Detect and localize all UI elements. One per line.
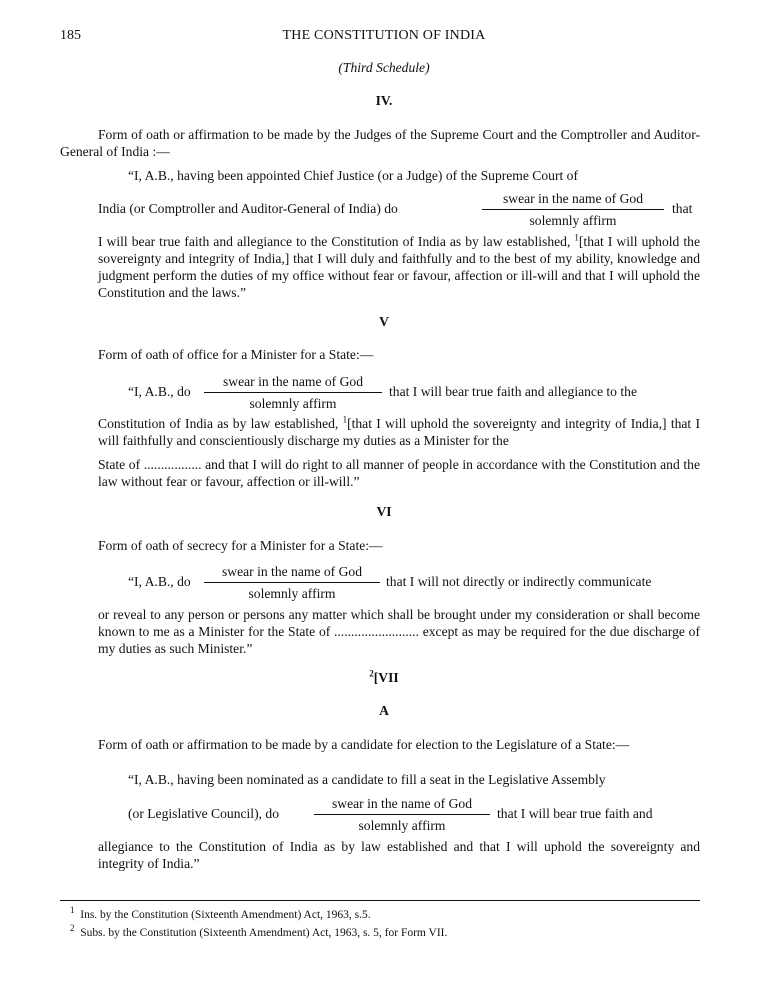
fraction-affirm: solemnly affirm [248, 586, 336, 601]
section-vii-heading-text: [VII [373, 670, 399, 685]
section-iv-oath-body [98, 233, 700, 301]
section-vi-oath-body: or reveal to any person or persons any matter which shall be brought under my consideration or shall become known to me as a Minister for the State of ......................... except as may be required for the due discharge of my duties as such Minister.” [98, 607, 700, 656]
section-iv-body-part-2: [that I will uphold the sovereignty and integrity of India,] that I will duly and faithfully and to the best of my ability, knowledge and judgment perform the duties of my office without fear or favour, affection or ill-will and that I will uphold the Constitution and the laws.” [98, 234, 700, 300]
section-v-oath-line-1-end: that I will bear true faith and allegiance to the [389, 384, 637, 399]
footnote-ref-1: 1 [574, 232, 579, 243]
section-iv-intro: Form of oath or affirmation to be made by the Judges of the Supreme Court and the Comptroller and Auditor-General of India :— [60, 127, 700, 159]
footnote-text: Ins. by the Constitution (Sixteenth Amendment) Act, 1963, s.5. [80, 909, 371, 921]
fraction-affirm: solemnly affirm [358, 818, 446, 833]
section-iv-heading: IV. [375, 93, 393, 108]
section-vii-oath-fraction [314, 795, 490, 834]
footnote-ref-2: 2 [369, 668, 374, 679]
section-vii-oath-line-2-end: that I will bear true faith and [497, 806, 653, 821]
fraction-affirm: solemnly affirm [529, 213, 617, 228]
schedule-label: (Third Schedule) [338, 60, 430, 75]
section-v-heading: V [379, 314, 389, 329]
section-vi-oath-line-1-start: “I, A.B., do [128, 574, 191, 589]
section-v-oath-body-2: State of ................. and that I will do right to all manner of people in accordance with the Constitution and the law without fear or favour, affection or ill-will.” [98, 457, 700, 489]
fraction-swear: swear in the name of God [482, 190, 664, 210]
section-v-body-part-2: [that I will uphold the sovereignty and integrity of India,] that I will faithfully and conscientiously discharge my duties as a Minister for the [98, 416, 700, 448]
footnote-divider [60, 900, 700, 901]
section-v-intro: Form of oath of office for a Minister for a State:— [98, 347, 374, 362]
section-vi-intro: Form of oath of secrecy for a Minister for a State:— [98, 538, 383, 553]
section-vi-oath-fraction [204, 563, 380, 602]
section-iv-oath-fraction [482, 190, 664, 229]
section-v-body-part-1: Constitution of India as by law established, [98, 416, 343, 431]
section-v-oath-fraction [204, 373, 382, 412]
section-vi-oath-line-1-end: that I will not directly or indirectly communicate [386, 574, 652, 589]
section-v-oath-body-1 [98, 415, 700, 449]
footnote-2 [70, 923, 448, 940]
footnote-marker: 1 [70, 905, 75, 916]
footnote-ref-1: 1 [342, 414, 348, 425]
footnote-text: Subs. by the Constitution (Sixteenth Amendment) Act, 1963, s. 5, for Form VII. [80, 927, 448, 939]
section-iv-oath-line-2-end: that [672, 201, 693, 216]
section-vii-intro: Form of oath or affirmation to be made by a candidate for election to the Legislature of a State:— [98, 737, 630, 752]
section-iv-oath-line-1: “I, A.B., having been appointed Chief Justice (or a Judge) of the Supreme Court of [128, 168, 578, 183]
section-vii-oath-body: allegiance to the Constitution of India as by law established and that I will uphold the sovereignty and integrity of India.” [98, 839, 700, 871]
running-title: THE CONSTITUTION OF INDIA [282, 28, 486, 43]
section-vii-oath-line-1: “I, A.B., having been nominated as a candidate to fill a seat in the Legislative Assembly [128, 772, 606, 787]
section-v-oath-line-1-start: “I, A.B., do [128, 384, 191, 399]
fraction-affirm: solemnly affirm [249, 396, 337, 411]
section-vii-heading [0, 670, 768, 686]
section-vii-oath-line-2-start: (or Legislative Council), do [128, 806, 280, 821]
section-iv-body-part-1: I will bear true faith and allegiance to the Constitution of India as by law established, [98, 234, 575, 249]
section-iv-oath-line-2-start: India (or Comptroller and Auditor-General of India) do [98, 201, 398, 216]
section-vi-heading: VI [376, 504, 392, 519]
footnote-marker: 2 [70, 923, 75, 934]
section-vii-sub-heading: A [379, 703, 389, 718]
page-number: 185 [60, 28, 81, 43]
fraction-swear: swear in the name of God [204, 563, 380, 583]
fraction-swear: swear in the name of God [204, 373, 382, 393]
footnote-1 [70, 905, 371, 922]
fraction-swear: swear in the name of God [314, 795, 490, 815]
